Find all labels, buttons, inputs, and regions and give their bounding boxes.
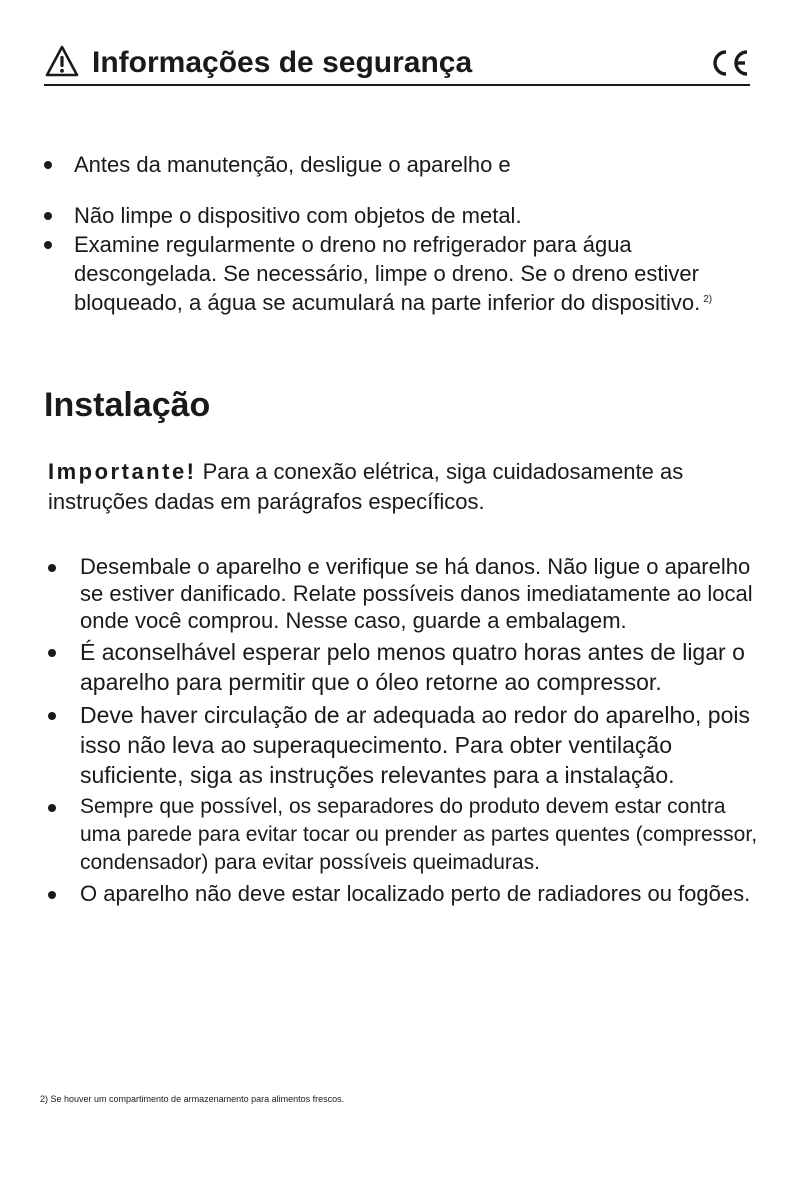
important-text: Para a conexão elétrica, siga cuidadosamente as instruções dadas em parágrafos específicos. [48, 459, 684, 514]
installation-title: Instalação [44, 386, 211, 424]
important-note [48, 457, 758, 517]
bullet [48, 891, 56, 899]
list-item [44, 880, 764, 907]
footnote-ref: 2) [703, 293, 713, 305]
list-item [44, 700, 764, 790]
list-item-text: Sempre que possível, os separadores do produto devem estar contra uma parede para evitar tocar ou prender as partes quentes (compressor, condensador) para evitar possíveis queimaduras. [80, 795, 758, 874]
ce-mark-icon [710, 48, 750, 78]
list-item [44, 553, 764, 634]
bullet [48, 804, 56, 812]
list-item-text: Não limpe o dispositivo com objetos de metal. [74, 203, 522, 228]
list-item-text: Antes da manutenção, desligue o aparelho e [74, 152, 511, 177]
section-header [44, 40, 750, 86]
bullet [44, 212, 52, 220]
list-item [40, 150, 760, 179]
list-item-text: Deve haver circulação de ar adequada ao redor do aparelho, pois isso não leva ao superaquecimento. Para obter ventilação suficiente, siga as instruções relevantes para a instalação. [80, 702, 750, 788]
list-item-text: Desembale o aparelho e verifique se há danos. Não ligue o aparelho se estiver danificado. Relate possíveis danos imediatamente ao local onde você comprou. Nesse caso, guarde a embalagem. [80, 554, 753, 633]
bullet [48, 712, 56, 720]
list-item [44, 637, 764, 697]
important-label: Importante! [48, 459, 197, 484]
list-item [40, 230, 760, 317]
list-item-text: O aparelho não deve estar localizado perto de radiadores ou fogões. [80, 881, 751, 906]
safety-list [40, 150, 760, 317]
warning-triangle-icon [44, 44, 80, 78]
footnote: 2) Se houver um compartimento de armazenamento para alimentos frescos. [40, 1094, 345, 1104]
page-title: Informações de segurança [92, 46, 473, 79]
bullet [44, 161, 52, 169]
bullet [48, 564, 56, 572]
list-item-text: Examine regularmente o dreno no refrigerador para água descongelada. Se necessário, limpe o dreno. Se o dreno estiver bloqueado, a água se acumulará na parte inferior do dispositivo. [74, 232, 701, 315]
bullet [44, 241, 52, 249]
list-item [44, 793, 764, 877]
list-item-text: É aconselhável esperar pelo menos quatro horas antes de ligar o aparelho para permitir que o óleo retorne ao compressor. [80, 639, 745, 695]
list-item [40, 201, 760, 230]
installation-list [44, 553, 764, 910]
bullet [48, 649, 56, 657]
